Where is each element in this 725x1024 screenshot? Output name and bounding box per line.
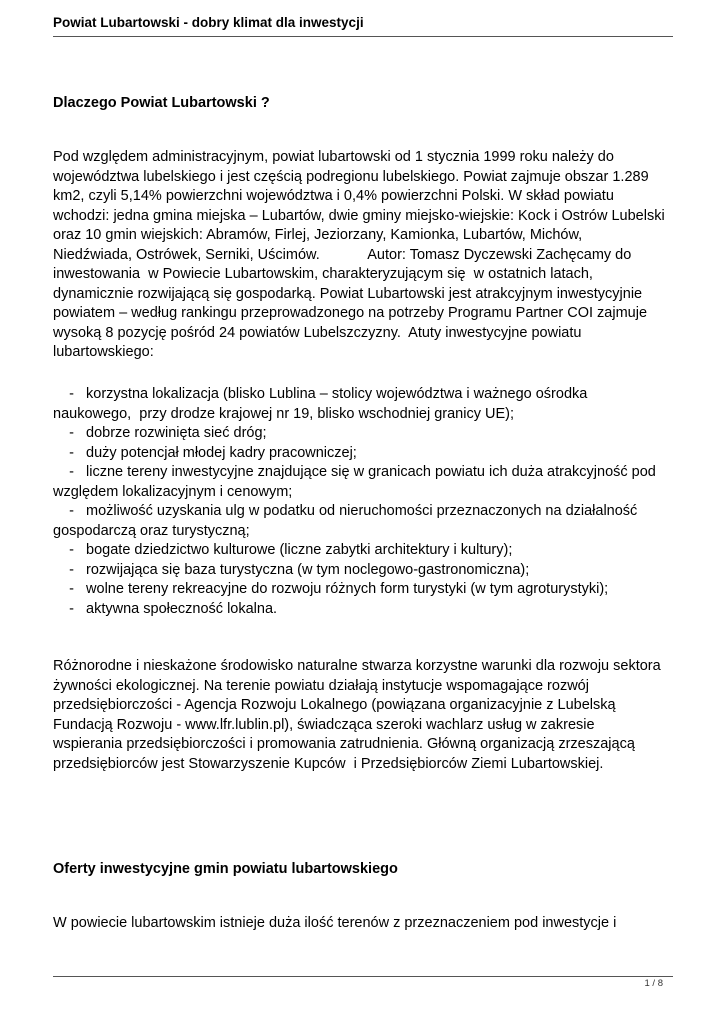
section-heading-why-powiat: Dlaczego Powiat Lubartowski ? <box>53 95 270 111</box>
environment-paragraph <box>53 657 673 774</box>
list-item: - wolne tereny rekreacyjne do rozwoju różnych form turystyki (w tym agroturystyki); <box>53 581 609 597</box>
text-line: województwa lubelskiego i jest częścią podregionu lubelskiego. Powiat zajmuje obszar 1.289 <box>53 168 649 185</box>
text-line: przedsiębiorczości - Agencja Rozwoju Lokalnego (powiązana organizacyjnie z Lubelską <box>53 697 616 713</box>
text-line: wspierania przedsiębiorczości i promowania zatrudnienia. Główną organizacją zrzeszającą <box>53 736 635 752</box>
text-line: Różnorodne i nieskażone środowisko naturalne stwarza korzystne warunki dla rozwoju sektora <box>53 658 661 674</box>
list-item: - korzystna lokalizacja (blisko Lublina – stolicy województwa i ważnego ośrodka <box>53 386 588 402</box>
list-item: - rozwijająca się baza turystyczna (w tym noclegowo-gastronomiczna); <box>53 561 530 578</box>
document-running-header: Powiat Lubartowski - dobry klimat dla inwestycji <box>53 15 364 30</box>
text-line: powiatem – według rankingu przeprowadzonego na potrzeby Programu Partner COI zajmuje <box>53 305 648 321</box>
section-heading-investment-offers: Oferty inwestycyjne gmin powiatu lubartowskiego <box>53 861 398 877</box>
list-item-continuation: naukowego, przy drodze krajowej nr 19, blisko wschodniej granicy UE); <box>53 405 514 422</box>
text-line: wysoką 8 pozycję pośród 24 powiatów Lubelszczyzny. Atuty inwestycyjne powiatu <box>53 324 582 341</box>
list-item: - dobrze rozwinięta sieć dróg; <box>53 425 267 441</box>
intro-paragraph <box>53 148 673 363</box>
text-line: inwestowania w Powiecie Lubartowskim, charakteryzującym się w ostatnich latach, <box>53 266 593 282</box>
text-line: Fundacją Rozwoju - www.lfr.lublin.pl), świadcząca szeroki wachlarz usług w zakresie <box>53 716 595 733</box>
header-divider <box>53 36 673 37</box>
list-item: - liczne tereny inwestycyjne znajdujące się w granicach powiatu ich duża atrakcyjność pod <box>53 464 656 480</box>
offers-paragraph <box>53 914 673 934</box>
page-number: 1 / 8 <box>644 978 663 989</box>
list-item: - bogate dziedzictwo kulturowe (liczne zabytki architektury i kultury); <box>53 542 513 558</box>
list-item: - możliwość uzyskania ulg w podatku od nieruchomości przeznaczonych na działalność <box>53 503 638 519</box>
text-line: dynamicznie rozwijającą się gospodarką. Powiat Lubartowski jest atrakcyjnym inwestycyjnie <box>53 285 643 302</box>
list-item: - duży potencjał młodej kadry pracowniczej; <box>53 444 357 461</box>
text-line: żywności ekologicznej. Na terenie powiatu działają instytucje wspomagające rozwój <box>53 677 589 694</box>
text-line: W powiecie lubartowskim istnieje duża ilość terenów z przeznaczeniem pod inwestycje i <box>53 915 617 931</box>
list-item-continuation: względem lokalizacyjnym i cenowym; <box>53 483 293 500</box>
text-line: wchodzi: jedna gmina miejska – Lubartów, dwie gminy miejsko-wiejskie: Kock i Ostrów Lubelski <box>53 207 665 224</box>
text-line: przedsiębiorców jest Stowarzyszenie Kupców i Przedsiębiorców Ziemi Lubartowskiej. <box>53 755 604 772</box>
text-line: oraz 10 gmin wiejskich: Abramów, Firlej, Jeziorzany, Kamionka, Lubartów, Michów, <box>53 227 583 243</box>
investment-advantages-list <box>53 385 673 619</box>
list-item-continuation: gospodarczą oraz turystyczną; <box>53 522 250 539</box>
list-item: - aktywna społeczność lokalna. <box>53 600 278 617</box>
text-line: lubartowskiego: <box>53 344 154 360</box>
text-line: km2, czyli 5,14% powierzchni województwa i 0,4% powierzchni Polski. W skład powiatu <box>53 188 614 204</box>
footer-divider <box>53 976 673 977</box>
text-line: Niedźwiada, Ostrówek, Serniki, Uścimów. Autor: Tomasz Dyczewski Zachęcamy do <box>53 246 632 263</box>
text-line: Pod względem administracyjnym, powiat lubartowski od 1 stycznia 1999 roku należy do <box>53 149 614 165</box>
